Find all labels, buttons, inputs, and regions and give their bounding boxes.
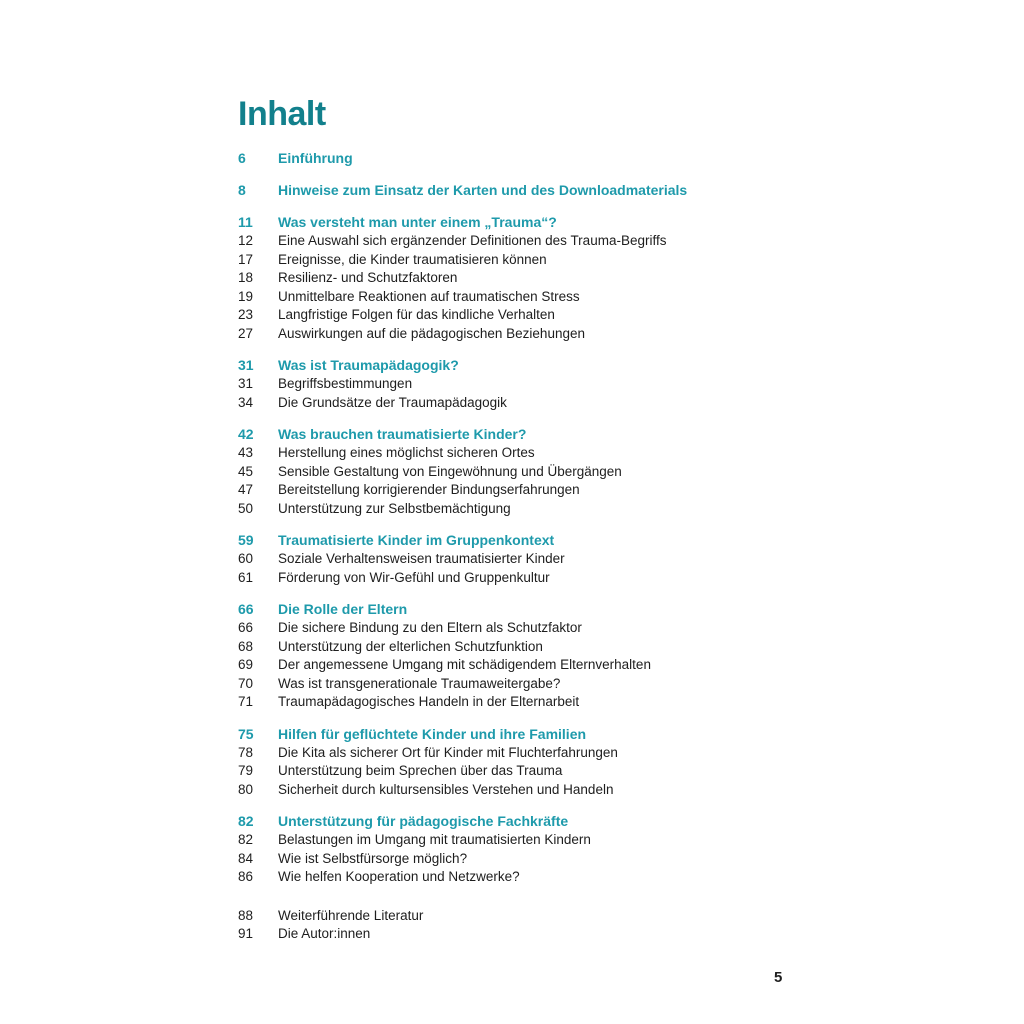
toc-heading-page: 75 [238,725,254,742]
toc-item-page: 23 [238,307,254,322]
toc-heading[interactable] [238,424,798,444]
toc-heading-page: 6 [238,150,246,166]
toc-item-title: Soziale Verhaltensweisen traumatisierter Kinder [278,551,565,566]
toc-item[interactable] [238,656,798,675]
toc-item-page: 18 [238,270,254,285]
toc-item-page: 17 [238,251,254,267]
toc-item[interactable] [238,394,798,413]
toc-item-title: Resilienz- und Schutzfaktoren [278,270,458,285]
toc-heading[interactable] [238,599,798,619]
table-of-contents [238,148,798,944]
toc-item-title: Unmittelbare Reaktionen auf traumatischen Stress [278,288,580,304]
toc-item[interactable] [238,781,798,800]
toc-item-title: Traumapädagogisches Handeln in der Elternarbeit [278,694,580,709]
toc-item[interactable] [238,619,798,638]
toc-item-title: Förderung von Wir-Gefühl und Gruppenkultur [278,569,550,585]
toc-heading-page: 66 [238,601,254,617]
toc-heading[interactable] [238,212,798,232]
toc-item[interactable] [238,831,798,850]
toc-item[interactable] [238,675,798,694]
toc-item-title: Unterstützung beim Sprechen über das Trauma [278,763,563,778]
toc-item-title: Sensible Gestaltung von Eingewöhnung und Übergängen [278,463,622,479]
toc-item-title: Der angemessene Umgang mit schädigendem Elternverhalten [278,657,651,672]
toc-item[interactable] [238,288,798,307]
toc-item-page: 45 [238,463,254,479]
toc-item-title: Was ist transgenerationale Traumaweitergabe? [278,675,561,691]
toc-heading-title: Hilfen für geflüchtete Kinder und ihre Familien [278,725,587,742]
toc-item[interactable] [238,444,798,463]
toc-item[interactable] [238,251,798,270]
toc-item-page: 82 [238,832,254,847]
toc-section [238,724,798,800]
toc-heading-title: Unterstützung für pädagogische Fachkräfte [278,813,569,829]
toc-item-title: Weiterführende Literatur [278,907,424,923]
toc-item-title: Belastungen im Umgang mit traumatisierten Kindern [278,832,591,847]
toc-item-page: 50 [238,500,254,516]
toc-heading[interactable] [238,811,798,831]
toc-item-title: Herstellung eines möglichst sicheren Ortes [278,445,535,460]
toc-item-page: 12 [238,233,254,248]
toc-item[interactable] [238,500,798,519]
toc-heading-title: Was versteht man unter einem „Trauma“? [278,214,557,230]
toc-item[interactable] [238,550,798,569]
toc-item-title: Eine Auswahl sich ergänzender Definitionen des Trauma-Begriffs [278,233,667,248]
toc-item-title: Bereitstellung korrigierender Bindungserfahrungen [278,482,580,497]
toc-section [238,180,798,200]
toc-item-page: 47 [238,482,254,497]
toc-section [238,148,798,168]
toc-item-page: 68 [238,638,254,654]
toc-section [238,811,798,887]
page-title: Inhalt [238,95,326,133]
toc-heading-title: Die Rolle der Eltern [278,601,408,617]
toc-item-title: Auswirkungen auf die pädagogischen Beziehungen [278,325,585,341]
toc-item-page: 70 [238,675,254,691]
page-number: 5 [774,969,783,986]
toc-item-page: 19 [238,288,254,304]
toc-back-matter [238,907,798,944]
toc-item[interactable] [238,762,798,781]
toc-section [238,530,798,587]
toc-heading-title: Traumatisierte Kinder im Gruppenkontext [278,532,555,548]
toc-heading-page: 42 [238,426,254,442]
toc-item[interactable] [238,850,798,869]
toc-item[interactable] [238,232,798,251]
toc-heading[interactable] [238,355,798,375]
toc-item-page: 66 [238,620,254,635]
toc-item[interactable] [238,375,798,394]
toc-item-page: 34 [238,394,254,410]
toc-heading-title: Hinweise zum Einsatz der Karten und des Downloadmaterials [278,182,688,198]
toc-heading-page: 59 [238,532,254,548]
toc-item-page: 79 [238,763,254,778]
toc-heading-page: 11 [238,214,253,230]
toc-item-page: 31 [238,376,254,391]
toc-item[interactable] [238,269,798,288]
toc-heading-page: 31 [238,357,254,373]
toc-item-page: 71 [238,694,254,709]
toc-item[interactable] [238,907,798,926]
toc-item-page: 80 [238,781,254,797]
toc-item[interactable] [238,868,798,887]
toc-item-page: 69 [238,657,254,672]
toc-item[interactable] [238,925,798,944]
toc-item-title: Ereignisse, die Kinder traumatisieren können [278,251,547,267]
toc-section [238,212,798,343]
toc-item-page: 86 [238,869,254,884]
toc-item-title: Die Autor:innen [278,926,371,941]
toc-heading-page: 8 [238,182,246,198]
toc-section [238,599,798,712]
toc-item[interactable] [238,569,798,588]
toc-heading-title: Was brauchen traumatisierte Kinder? [278,426,527,442]
toc-heading-page: 82 [238,813,254,829]
toc-item[interactable] [238,481,798,500]
toc-item[interactable] [238,638,798,657]
toc-item-title: Die sichere Bindung zu den Eltern als Schutzfaktor [278,620,582,635]
toc-item[interactable] [238,325,798,344]
toc-item-page: 84 [238,850,254,866]
toc-item-title: Sicherheit durch kultursensibles Verstehen und Handeln [278,781,614,797]
toc-item-page: 88 [238,907,254,923]
toc-item-title: Langfristige Folgen für das kindliche Verhalten [278,307,555,322]
toc-heading[interactable] [238,180,798,200]
toc-heading[interactable] [238,724,798,744]
toc-item-page: 91 [238,926,254,941]
toc-item-page: 43 [238,445,254,460]
toc-section [238,355,798,412]
toc-heading-title: Was ist Traumapädagogik? [278,357,459,373]
toc-item[interactable] [238,693,798,712]
toc-item-page: 61 [238,569,254,585]
toc-heading[interactable] [238,148,798,168]
toc-item-title: Unterstützung der elterlichen Schutzfunktion [278,638,543,654]
toc-item[interactable] [238,744,798,763]
toc-item-title: Wie helfen Kooperation und Netzwerke? [278,869,520,884]
toc-item-title: Die Grundsätze der Traumapädagogik [278,394,507,410]
toc-heading-title: Einführung [278,150,353,166]
toc-item-page: 78 [238,744,254,760]
toc-item-title: Die Kita als sicherer Ort für Kinder mit Fluchterfahrungen [278,744,618,760]
toc-item-title: Begriffsbestimmungen [278,376,413,391]
toc-item-page: 27 [238,325,254,341]
toc-item-title: Wie ist Selbstfürsorge möglich? [278,850,468,866]
toc-item[interactable] [238,306,798,325]
toc-item-title: Unterstützung zur Selbstbemächtigung [278,500,511,516]
toc-heading[interactable] [238,530,798,550]
toc-item-page: 60 [238,551,254,566]
toc-item[interactable] [238,463,798,482]
toc-section [238,424,798,518]
